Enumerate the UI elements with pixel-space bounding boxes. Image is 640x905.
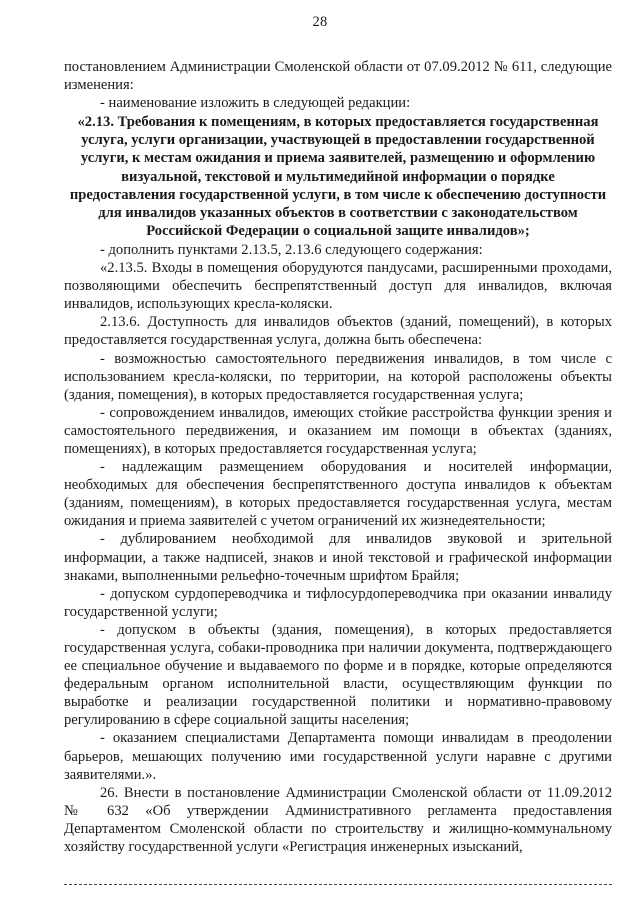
paragraph: - наименование изложить в следующей редакции: [100,95,411,112]
paragraph: - дополнить пунктами 2.13.5, 2.13.6 следующего содержания: [100,241,483,258]
paragraph: 2.13.6. Доступность для инвалидов объектов (зданий, помещений), в которых предоставляется государственная услуга, должна быть обеспечена: [64,314,612,349]
list-item: - сопровождением инвалидов, имеющих стойкие расстройства функции зрения и самостоятельного передвижения, и оказанием им помощи в объектах (зданиях, помещениях), в которых предоставляется государственная услуга; [64,404,612,457]
paragraph: 26. Внести в постановление Администрации Смоленской области от 11.09.2012 № 632 «Об утверждении Административного регламента предоставления Департаментом Смоленской области по строительству и жилищно-коммунальному хозяйству государственной услуги «Регистрация инженерных изысканий, [64,784,612,856]
section-heading: «2.13. Требования к помещениям, в которых предоставляется государственная услуга, услуги организации, участвующей в предоставлении государственной услуги, к местам ожидания и приема заявителей, размещению и оформлению визуальной, текстовой и мультимедийной информации о порядке предоставления государственной услуги, в том числе к обеспечению доступности для инвалидов указанных объектов в соответствии с законодательством Российской Федерации о социальной защите инвалидов»; [69,114,607,239]
list-item: - возможностью самостоятельного передвижения инвалидов, в том числе с использованием кресла-коляски, по территории, на которой расположены объекты (здания, помещения), в которых предоставляется государственная услуга; [64,350,612,403]
list-item: - допуском в объекты (здания, помещения), в которых предоставляется государственная услуга, собаки-проводника при наличии документа, подтверждающего ее специальное обучение и выдаваемого по форме и в порядке, которые определяются федеральным органом исполнительной власти, осуществляющим функции по выработке и реализации государственной политики и нормативно-правовому регулированию в сфере социальной защиты населения; [64,621,612,729]
page-number: 28 [312,14,328,30]
list-item: - дублированием необходимой для инвалидов звуковой и зрительной информации, а также надписей, знаков и иной текстовой и графической информации знаками, выполненными рельефно-точечным шрифтом Брайля; [64,531,612,584]
list-item: - оказанием специалистами Департамента помощи инвалидам в преодолении барьеров, мешающих получению ими государственной услуги наравне с другими заявителями.». [64,730,612,783]
footer-divider [64,884,612,885]
list-item: - допуском сурдопереводчика и тифлосурдопереводчика при оказании инвалиду государственной услуги; [64,585,612,620]
paragraph: «2.13.5. Входы в помещения оборудуются пандусами, расширенными проходами, позволяющими обеспечить беспрепятственный доступ для инвалидов, включая инвалидов, использующих кресла-коляски. [64,260,612,313]
list-item: - надлежащим размещением оборудования и носителей информации, необходимых для обеспечения беспрепятственного доступа инвалидов к объектам (зданиям, помещениям), в которых предоставляется государственная услуга, местам ожидания и приема заявителей с учетом ограничений их жизнедеятельности; [64,459,612,530]
paragraph: постановлением Администрации Смоленской области от 07.09.2012 № 611, следующие изменения: [64,59,612,94]
document-body [64,58,612,856]
